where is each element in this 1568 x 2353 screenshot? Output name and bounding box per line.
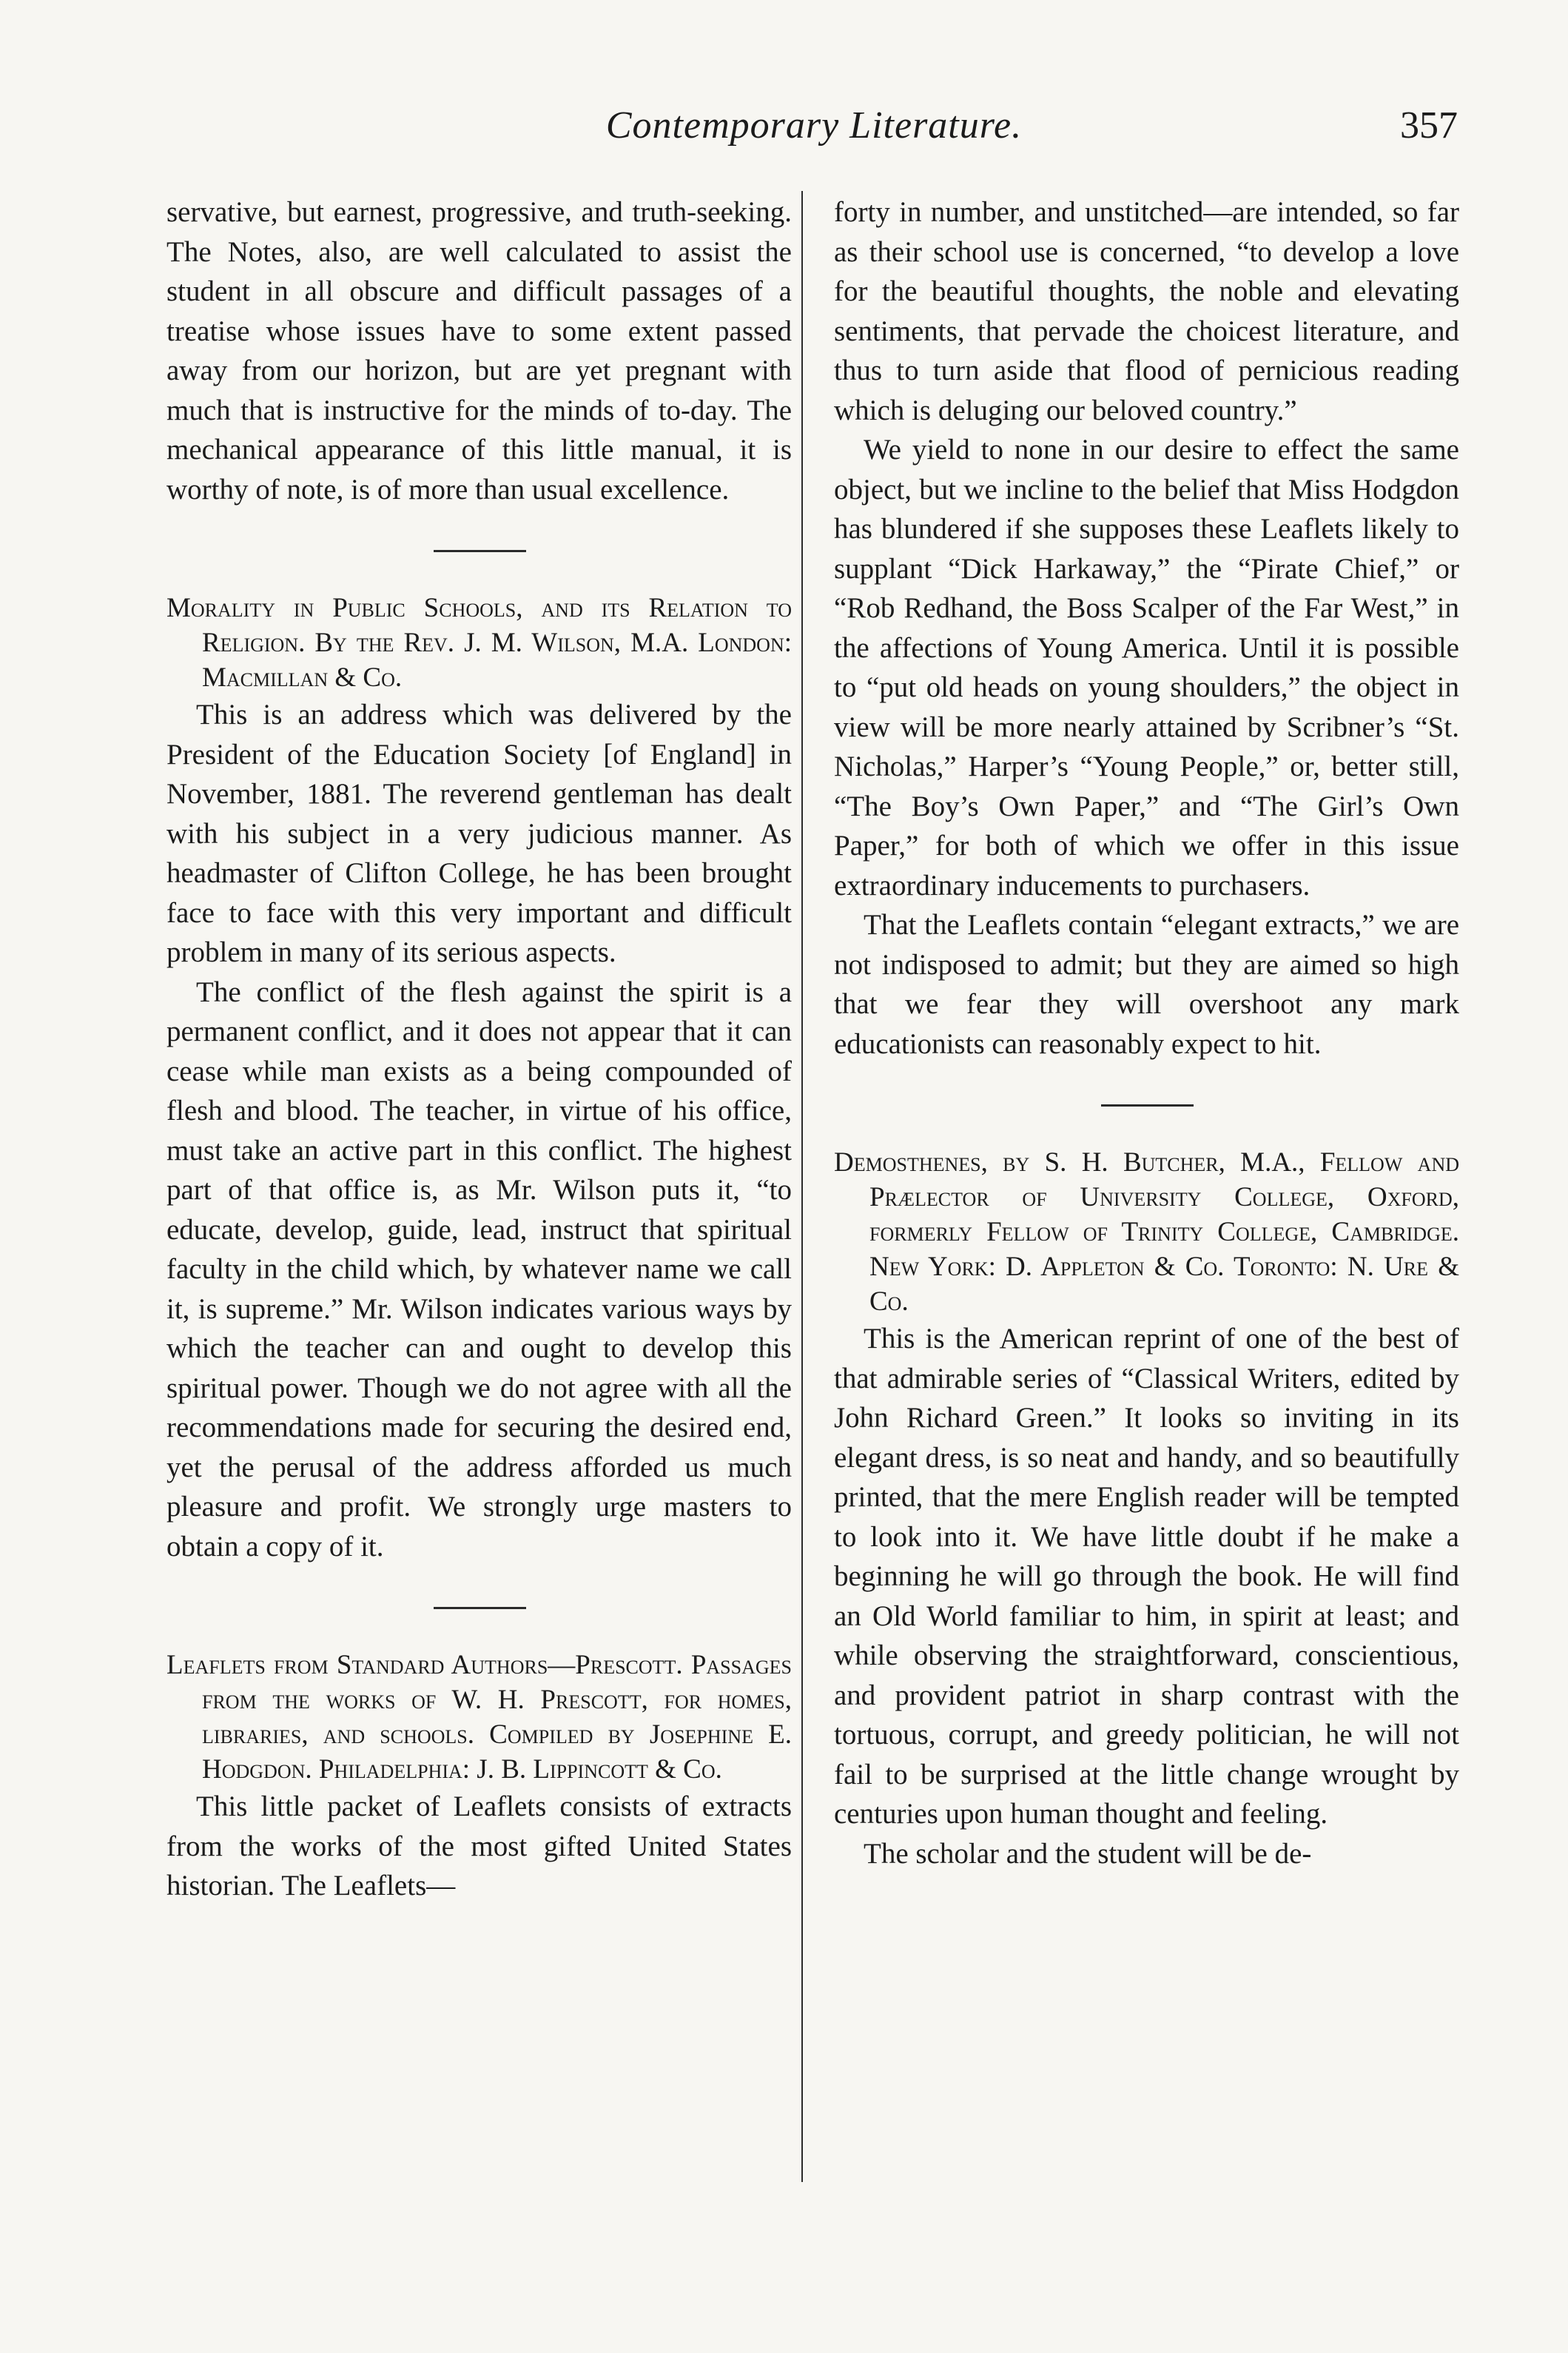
section-rule	[166, 509, 792, 591]
page-number: 357	[1400, 104, 1458, 147]
review-heading-morality: Morality in Public Schools, and its Relation to Religion. By the Rev. J. M. Wilson, M.A. London: Macmillan & Co.	[166, 593, 792, 693]
review-paragraph: The scholar and the student will be de-	[864, 1837, 1312, 1870]
column-divider	[801, 191, 803, 2182]
section-rule	[834, 1064, 1459, 1145]
continued-paragraph: servative, but earnest, progressive, and truth-seeking. The Notes, also, are well calculated to assist the student in all obscure and difficult passages of a treatise whose issues have to some extent passed away from our horizon, but are yet pregnant with much that is instructive for the minds of to-day. The mechanical appearance of this little manual, it is worthy of note, is of more than usual excellence.	[166, 196, 792, 506]
continued-paragraph: forty in number, and unstitched—are intended, so far as their school use is concerned, “to develop a love for the beautiful thoughts, the noble and elevating sentiments, that pervade the choicest literature, and thus to turn aside that flood of pernicious reading which is deluging our beloved country.”	[834, 196, 1459, 426]
review-paragraph: The conflict of the flesh against the spirit is a permanent conflict, and it does not appear that it can cease while man exists as a being compounded of flesh and blood. The teacher, in virtue of his office, must take an active part in this conflict. The highest part of that office is, as Mr. Wilson puts it, “to educate, develop, guide, lead, instruct that spiritual faculty in the child which, by whatever name we call it, is supreme.” Mr. Wilson indicates various ways by which the teacher can and ought to develop this spiritual power. Though we do not agree with all the recommendations made for securing the desired end, yet the perusal of the address afforded us much pleasure and profit. We strongly urge masters to obtain a copy of it.	[166, 976, 792, 1562]
review-heading-demosthenes: Demosthenes, by S. H. Butcher, M.A., Fellow and Prælector of University College, Oxford, formerly Fellow of Trinity College, Cambridge. New York: D. Appleton & Co. Toronto: N. Ure & Co.	[834, 1147, 1459, 1317]
review-paragraph: We yield to none in our desire to effect the same object, but we incline to the belief that Miss Hodgdon has blundered if she supposes these Leaflets likely to supplant “Dick Harkaway,” the “Pirate Chief,” or “Rob Redhand, the Boss Scalper of the Far West,” in the affections of Young America. Until it is possible to “put old heads on young shoulders,” the object in view will be more nearly attained by Scribner’s “St. Nicholas,” Harper’s “Young People,” or, better still, “The Boy’s Own Paper,” and “The Girl’s Own Paper,” for both of which we offer in this issue extraordinary inducements to purchasers.	[834, 434, 1459, 902]
review-paragraph: This is the American reprint of one of the best of that admirable series of “Classical Writers, edited by John Richard Green.” It looks so inviting in its elegant dress, is so neat and handy, and so beautifully printed, that the mere English reader will be tempted to look into it. We have little doubt if he make a beginning he will go through the book. He will find an Old World familiar to him, in spirit at least; and while observing the straightforward, conscientious, and provident patriot in sharp contrast with the tortuous, corrupt, and greedy politician, he will not fail to be surprised at the little change wrought by centuries upon human thought and feeling.	[834, 1323, 1459, 1830]
review-heading-leaflets: Leaflets from Standard Authors—Prescott. Passages from the works of W. H. Prescott, for homes, libraries, and schools. Compiled by Josephine E. Hodgdon. Philadelphia: J. B. Lippincott & Co.	[166, 1650, 792, 1785]
review-paragraph: That the Leaflets contain “elegant extracts,” we are not indisposed to admit; but they are aimed so high that we fear they will overshoot any mark educationists can reasonably expect to hit.	[834, 909, 1459, 1060]
right-column	[834, 192, 1459, 1873]
left-column	[166, 192, 792, 1906]
running-title: Contemporary Literature.	[605, 104, 1023, 147]
review-paragraph: This little packet of Leaflets consists of extracts from the works of the most gifted United States historian. The Leaflets—	[166, 1790, 792, 1901]
review-paragraph: This is an address which was delivered by the President of the Education Society [of England] in November, 1881. The reverend gentleman has dealt with his subject in a very judicious manner. As headmaster of Clifton College, he has been brought face to face with this very important and difficult problem in many of its serious aspects.	[166, 699, 792, 968]
running-header	[170, 104, 1458, 163]
section-rule	[166, 1566, 792, 1648]
